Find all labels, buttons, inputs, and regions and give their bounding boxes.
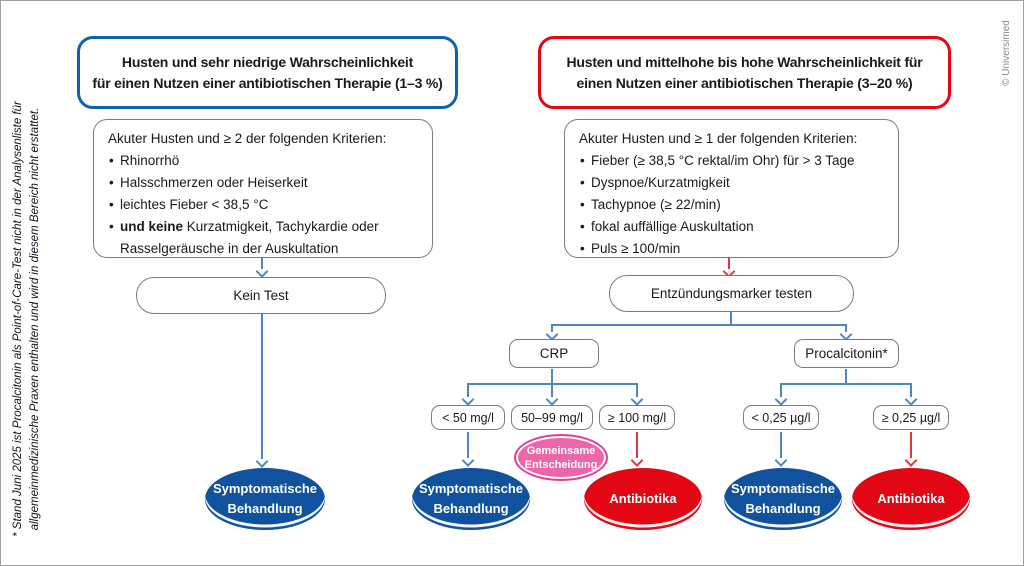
arrow-pct-low	[780, 383, 782, 397]
threshold-pct-high: ≥ 0,25 µg/l	[873, 405, 949, 430]
arrow-crp-mid	[551, 369, 553, 397]
outcome-antibiotics-crp: Antibiotika	[584, 468, 702, 530]
arrow-crp-high	[636, 383, 638, 397]
criteria-item: • Halsschmerzen oder Heiserkeit	[108, 172, 418, 194]
threshold-pct-low: < 0,25 µg/l	[743, 405, 819, 430]
criteria-title-left: Akuter Husten und ≥ 2 der folgenden Kriterien:	[108, 131, 387, 146]
arrow-pct-low-outcome	[780, 432, 782, 458]
header-low-probability-line2: für einen Nutzen einer antibiotischen Therapie (1–3 %)	[92, 74, 443, 91]
outcome-symptomatic-pct: Symptomatische Behandlung	[724, 468, 842, 530]
criteria-item: • Fieber (≥ 38,5 °C rektal/im Ohr) für > 3 Tage	[579, 150, 884, 172]
criteria-item: • fokal auffällige Auskultation	[579, 216, 884, 238]
footnote-procalcitonin: * Stand Juni 2025 ist Procalcitonin als Point-of-Care-Test nicht in der Analysenliste für allgemeinmedizinische Praxen enthalten und wird in diesem Bereich nicht erstattet.	[12, 101, 41, 537]
arrow-pct-high	[910, 383, 912, 397]
connector-pct-hline	[780, 383, 912, 385]
criteria-item-rest: Kurzatmigkeit, Tachykardie oder Rasselgeräusche in der Auskultation	[120, 219, 379, 256]
node-procalcitonin: Procalcitonin*	[794, 339, 899, 368]
criteria-item: • leichtes Fieber < 38,5 °C	[108, 194, 418, 216]
arrow-to-crp	[551, 324, 553, 332]
node-entzuendungsmarker-testen: Entzündungsmarker testen	[609, 275, 854, 312]
criteria-title-right: Akuter Husten und ≥ 1 der folgenden Kriterien:	[579, 131, 858, 146]
criteria-item: • Dyspnoe/Kurzatmigkeit	[579, 172, 884, 194]
outcome-symptomatic-left: Symptomatische Behandlung	[205, 468, 325, 530]
arrow-keintest-to-outcome	[261, 314, 263, 459]
header-high-probability	[538, 36, 951, 109]
node-kein-test: Kein Test	[136, 277, 386, 314]
outcome-antibiotics-pct: Antibiotika	[852, 468, 970, 530]
criteria-item-bold: und keine	[120, 219, 184, 234]
criteria-box-right	[564, 119, 899, 258]
threshold-crp-low: < 50 mg/l	[431, 405, 505, 430]
header-high-probability-line1: Husten und mittelhohe bis hohe Wahrscheinlichkeit für	[566, 53, 923, 70]
connector-test-hline	[552, 324, 847, 326]
header-high-probability-line2: einen Nutzen einer antibiotischen Therapie (3–20 %)	[576, 74, 913, 91]
criteria-item: • Tachypnoe (≥ 22/min)	[579, 194, 884, 216]
arrow-crp-low	[467, 383, 469, 397]
header-low-probability	[77, 36, 458, 109]
criteria-box-left	[93, 119, 433, 258]
copyright-credit: © Universimed	[1001, 20, 1012, 86]
header-low-probability-line1: Husten und sehr niedrige Wahrscheinlichkeit	[121, 53, 414, 70]
node-shared-decision: Gemeinsame Entscheidung	[514, 434, 608, 481]
criteria-item: • Rhinorrhö	[108, 150, 418, 172]
arrow-to-procalcitonin	[845, 324, 847, 332]
threshold-crp-high: ≥ 100 mg/l	[599, 405, 675, 430]
arrow-pct-high-outcome	[910, 432, 912, 458]
connector-pct-stub	[845, 369, 847, 383]
outcome-symptomatic-crp: Symptomatische Behandlung	[412, 468, 530, 530]
criteria-item: • Puls ≥ 100/min	[579, 238, 884, 260]
threshold-crp-mid: 50–99 mg/l	[511, 405, 593, 430]
arrow-crp-high-outcome	[636, 432, 638, 458]
criteria-item	[108, 216, 418, 260]
arrow-crp-low-outcome	[467, 432, 469, 458]
node-crp: CRP	[509, 339, 599, 368]
